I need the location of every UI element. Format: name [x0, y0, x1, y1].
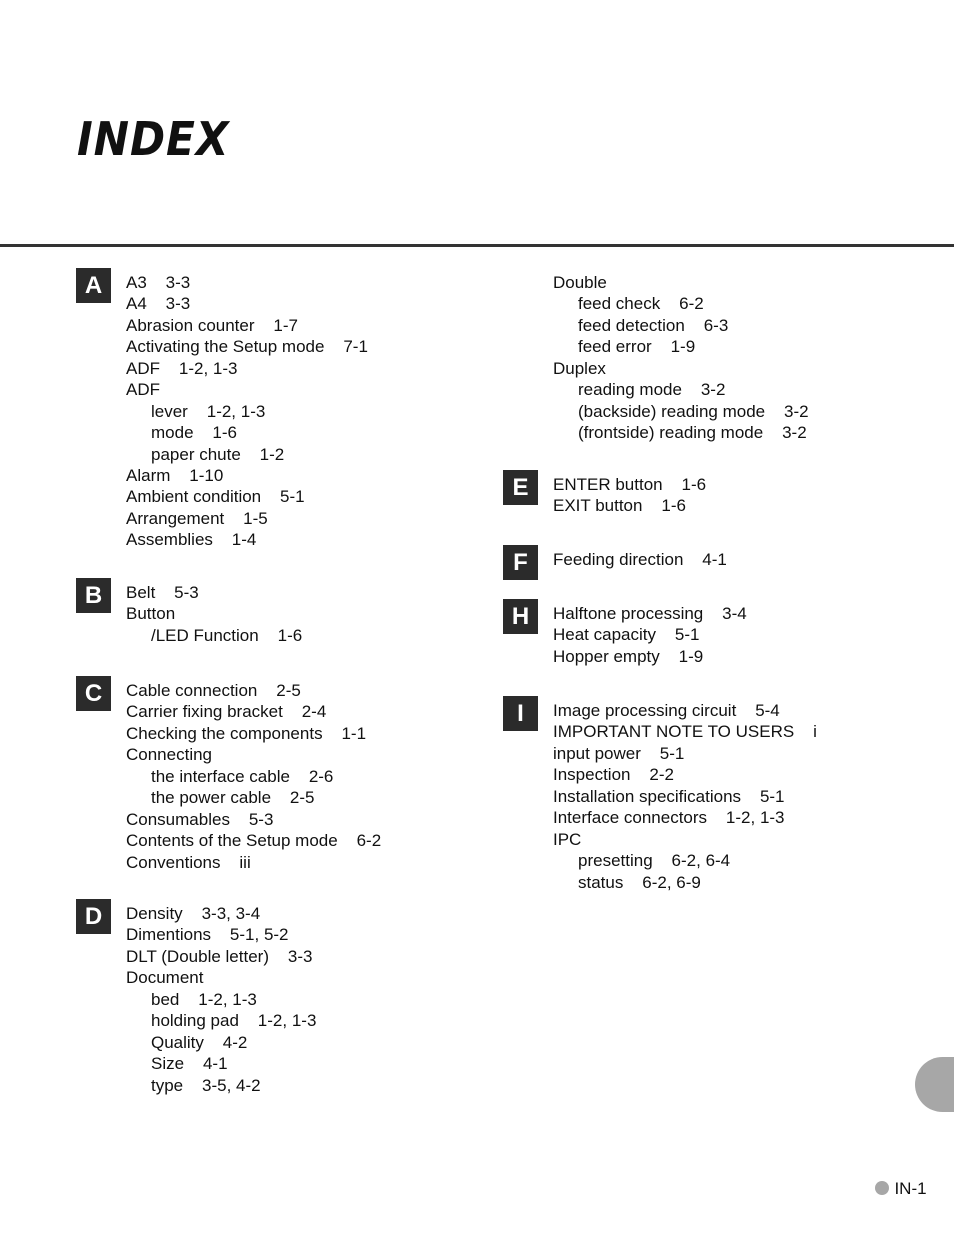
index-entry: Connecting	[126, 745, 213, 765]
page-footer	[866, 1159, 927, 1199]
index-entry: Inspection 2-2	[553, 765, 674, 785]
index-entry: Ambient condition 5-1	[126, 487, 305, 507]
chapter-thumb-tab	[915, 1057, 954, 1112]
index-entry: IPC	[553, 829, 582, 849]
index-entry: Contents of the Setup mode 6-2	[126, 831, 382, 851]
index-entry-list	[126, 680, 381, 873]
index-entry: Feeding direction 4-1	[553, 550, 727, 569]
index-entry: Button	[126, 604, 176, 624]
index-subentry: holding pad 1-2, 1-3	[151, 1011, 317, 1031]
index-entry: ADF 1-2, 1-3	[126, 358, 238, 378]
page-number: IN-1	[894, 1179, 927, 1198]
index-entry: Cable connection 2-5	[126, 681, 301, 700]
index-subentry: (frontside) reading mode 3-2	[578, 423, 807, 443]
index-subentry: paper chute 1-2	[151, 444, 285, 464]
index-entry-list	[126, 903, 316, 1096]
index-entry: EXIT button 1-6	[553, 496, 686, 516]
section-letter-badge: B	[76, 578, 111, 613]
index-entry-list	[553, 474, 706, 517]
index-subentry: /LED Function 1-6	[151, 625, 303, 645]
index-entry: Image processing circuit 5-4	[553, 701, 780, 720]
index-entry: ADF	[126, 380, 160, 400]
index-entry: Belt 5-3	[126, 583, 199, 602]
index-subentry: the interface cable 2-6	[151, 766, 334, 786]
index-entry: ENTER button 1-6	[553, 475, 707, 494]
index-entry: Arrangement 1-5	[126, 508, 268, 528]
index-entry-list	[553, 549, 727, 570]
index-subentry: lever 1-2, 1-3	[151, 401, 266, 421]
index-subentry: type 3-5, 4-2	[151, 1075, 261, 1095]
index-entry-list	[553, 272, 809, 444]
bullet-icon	[875, 1181, 889, 1195]
section-letter-badge: D	[76, 899, 111, 934]
index-entry: input power 5-1	[553, 743, 685, 763]
index-subentry: the power cable 2-5	[151, 788, 315, 808]
section-letter-badge: F	[503, 545, 538, 580]
index-entry: Installation specifications 5-1	[553, 786, 785, 806]
index-entry: Document	[126, 968, 204, 988]
index-entry: Halftone processing 3-4	[553, 604, 747, 623]
index-subentry: feed detection 6-3	[578, 315, 729, 335]
index-entry-list	[126, 272, 368, 551]
header-divider	[0, 244, 954, 247]
index-subentry: feed error 1-9	[578, 337, 696, 357]
index-entry: Double	[553, 273, 607, 292]
index-entry: Heat capacity 5-1	[553, 625, 700, 645]
index-entry: Activating the Setup mode 7-1	[126, 337, 368, 357]
index-entry: Consumables 5-3	[126, 809, 274, 829]
index-entry: Interface connectors 1-2, 1-3	[553, 808, 785, 828]
section-letter-badge: I	[503, 696, 538, 731]
section-letter-badge: H	[503, 599, 538, 634]
index-entry: Checking the components 1-1	[126, 723, 367, 743]
index-entry: Duplex	[553, 358, 606, 378]
index-entry: Alarm 1-10	[126, 465, 224, 485]
index-subentry: reading mode 3-2	[578, 380, 726, 400]
index-entry: Dimentions 5-1, 5-2	[126, 925, 289, 945]
index-entry: A3 3-3	[126, 273, 191, 292]
index-subentry: bed 1-2, 1-3	[151, 989, 257, 1009]
page-title: INDEX	[77, 112, 230, 166]
index-entry: Abrasion counter 1-7	[126, 315, 298, 335]
index-entry: DLT (Double letter) 3-3	[126, 946, 313, 966]
index-subentry: (backside) reading mode 3-2	[578, 401, 809, 421]
index-entry: IMPORTANT NOTE TO USERS i	[553, 722, 817, 742]
index-entry-list	[553, 603, 747, 667]
index-subentry: feed check 6-2	[578, 294, 704, 314]
index-entry: A4 3-3	[126, 294, 191, 314]
section-letter-badge: E	[503, 470, 538, 505]
index-subentry: status 6-2, 6-9	[578, 872, 701, 892]
index-subentry: Quality 4-2	[151, 1032, 248, 1052]
section-letter-badge: A	[76, 268, 111, 303]
index-entry: Density 3-3, 3-4	[126, 904, 261, 923]
index-entry-list	[553, 700, 817, 893]
index-subentry: presetting 6-2, 6-4	[578, 851, 731, 871]
index-entry: Carrier fixing bracket 2-4	[126, 702, 327, 722]
section-letter-badge: C	[76, 676, 111, 711]
index-entry: Assemblies 1-4	[126, 530, 257, 550]
index-entry: Hopper empty 1-9	[553, 646, 704, 666]
index-entry-list	[126, 582, 302, 646]
index-subentry: mode 1-6	[151, 423, 237, 443]
index-subentry: Size 4-1	[151, 1054, 228, 1074]
index-entry: Conventions iii	[126, 852, 251, 872]
